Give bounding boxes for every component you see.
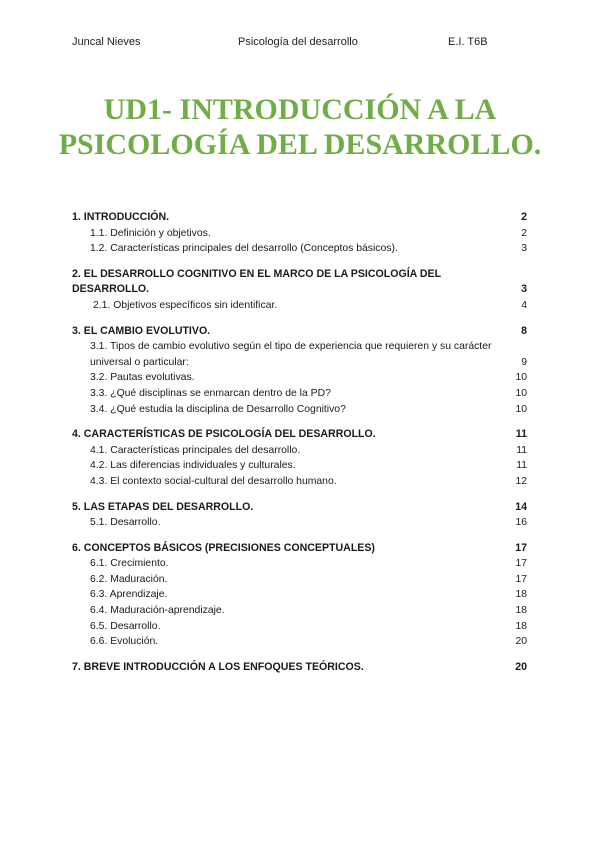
toc-entry-subsection[interactable]	[72, 587, 527, 603]
table-of-contents	[72, 210, 527, 675]
toc-spacer	[72, 531, 527, 541]
header-code: E.I. T6B	[448, 36, 488, 48]
header-author: Juncal Nieves	[72, 36, 141, 48]
toc-entry-label: 3.1. Tipos de cambio evolutivo según el tipo de experiencia que requieren y su carácter universal o particular:	[90, 341, 492, 368]
toc-entry-page: 18	[515, 620, 527, 632]
toc-section	[72, 660, 527, 676]
toc-entry-page: 14	[515, 500, 527, 513]
toc-entry-subsection[interactable]	[72, 458, 527, 474]
title-line-1: UD1- INTRODUCCIÓN A LA	[103, 93, 497, 126]
toc-entry-page: 2	[521, 211, 527, 223]
toc-entry-page: 16	[515, 517, 527, 529]
toc-entry-subsection[interactable]	[72, 386, 527, 402]
toc-section	[72, 267, 527, 314]
toc-entry-chapter[interactable]	[72, 267, 527, 298]
toc-entry-page: 17	[515, 558, 527, 570]
toc-entry-subsection[interactable]	[72, 634, 527, 650]
toc-entry-label: 4. CARACTERÍSTICAS DE PSICOLOGÍA DEL DESARROLLO.	[72, 428, 376, 441]
toc-entry-subsection[interactable]	[72, 603, 527, 619]
toc-section	[72, 324, 527, 418]
toc-spacer	[72, 490, 527, 500]
toc-entry-label: 6. CONCEPTOS BÁSICOS (PRECISIONES CONCEPTUALES)	[72, 541, 375, 554]
toc-spacer	[72, 417, 527, 427]
toc-entry-label: 1.1. Definición y objetivos.	[90, 227, 211, 239]
toc-section	[72, 427, 527, 489]
toc-section	[72, 541, 527, 650]
toc-entry-subsection[interactable]	[72, 226, 527, 242]
toc-section	[72, 500, 527, 531]
toc-entry-label: 4.3. El contexto social-cultural del desarrollo humano.	[90, 475, 337, 487]
toc-entry-label: 2. EL DESARROLLO COGNITIVO EN EL MARCO DE LA PSICOLOGÍA DEL DESARROLLO.	[72, 267, 441, 296]
toc-section	[72, 210, 527, 257]
toc-entry-label: 4.2. Las diferencias individuales y culturales.	[90, 460, 296, 472]
header-subject: Psicología del desarrollo	[238, 36, 358, 48]
toc-entry-page: 10	[515, 372, 527, 384]
toc-entry-label: 6.5. Desarrollo.	[90, 620, 161, 632]
toc-entry-label: 1.2. Características principales del desarrollo (Conceptos básicos).	[90, 243, 398, 255]
toc-entry-label: 3.3. ¿Qué disciplinas se enmarcan dentro de la PD?	[90, 387, 331, 399]
toc-entry-page: 10	[515, 387, 527, 399]
toc-entry-label: 7. BREVE INTRODUCCIÓN A LOS ENFOQUES TEÓRICOS.	[72, 660, 364, 673]
toc-entry-subsection[interactable]	[72, 339, 527, 370]
toc-entry-page: 18	[515, 589, 527, 601]
toc-entry-label: 2.1. Objetivos específicos sin identificar.	[93, 299, 278, 311]
toc-spacer	[72, 650, 527, 660]
toc-entry-page: 20	[515, 636, 527, 648]
toc-entry-label: 6.3. Aprendizaje.	[90, 589, 168, 601]
toc-entry-subsection[interactable]	[72, 241, 527, 257]
toc-entry-label: 3.2. Pautas evolutivas.	[90, 372, 195, 384]
toc-entry-chapter[interactable]	[72, 500, 527, 516]
toc-entry-page: 8	[521, 324, 527, 337]
toc-entry-page: 3	[521, 283, 527, 296]
toc-entry-chapter[interactable]	[72, 541, 527, 557]
toc-entry-subsection[interactable]	[72, 474, 527, 490]
toc-spacer	[72, 314, 527, 324]
toc-entry-page: 18	[515, 605, 527, 617]
page-header	[72, 36, 528, 50]
toc-entry-page: 3	[521, 243, 527, 255]
toc-entry-page: 4	[521, 299, 527, 311]
toc-entry-chapter[interactable]	[72, 210, 527, 226]
toc-entry-page: 11	[516, 460, 527, 472]
toc-entry-page: 17	[515, 541, 527, 554]
toc-entry-page: 9	[521, 356, 527, 368]
toc-entry-page: 12	[515, 475, 527, 487]
toc-entry-subsection[interactable]	[72, 298, 527, 314]
toc-entry-page: 20	[515, 660, 527, 673]
toc-entry-subsection[interactable]	[72, 556, 527, 572]
toc-entry-page: 11	[516, 444, 527, 456]
toc-entry-page: 17	[515, 573, 527, 585]
toc-entry-label: 5. LAS ETAPAS DEL DESARROLLO.	[72, 500, 254, 513]
toc-entry-label: 4.1. Características principales del desarrollo.	[90, 444, 301, 456]
toc-entry-page: 2	[521, 227, 527, 239]
toc-spacer	[72, 257, 527, 267]
toc-entry-subsection[interactable]	[72, 443, 527, 459]
toc-entry-chapter[interactable]	[72, 660, 527, 676]
toc-entry-label: 6.1. Crecimiento.	[90, 558, 169, 570]
title-line-2: PSICOLOGÍA DEL DESARROLLO.	[58, 128, 542, 161]
toc-entry-label: 1. INTRODUCCIÓN.	[72, 211, 170, 223]
toc-entry-subsection[interactable]	[72, 370, 527, 386]
toc-entry-label: 6.6. Evolución.	[90, 636, 159, 648]
toc-entry-chapter[interactable]	[72, 324, 527, 340]
document-title	[40, 92, 560, 162]
toc-entry-subsection[interactable]	[72, 515, 527, 531]
toc-entry-subsection[interactable]	[72, 619, 527, 635]
toc-entry-label: 3.4. ¿Qué estudia la disciplina de Desarrollo Cognitivo?	[90, 403, 346, 415]
toc-entry-label: 6.4. Maduración-aprendizaje.	[90, 605, 225, 617]
toc-entry-page: 10	[515, 403, 527, 415]
toc-entry-chapter[interactable]	[72, 427, 527, 443]
toc-entry-label: 6.2. Maduración.	[90, 573, 168, 585]
toc-entry-label: 5.1. Desarrollo.	[90, 517, 161, 529]
toc-entry-subsection[interactable]	[72, 572, 527, 588]
toc-entry-label: 3. EL CAMBIO EVOLUTIVO.	[72, 324, 211, 337]
toc-entry-page: 11	[515, 428, 527, 441]
toc-entry-subsection[interactable]	[72, 402, 527, 418]
